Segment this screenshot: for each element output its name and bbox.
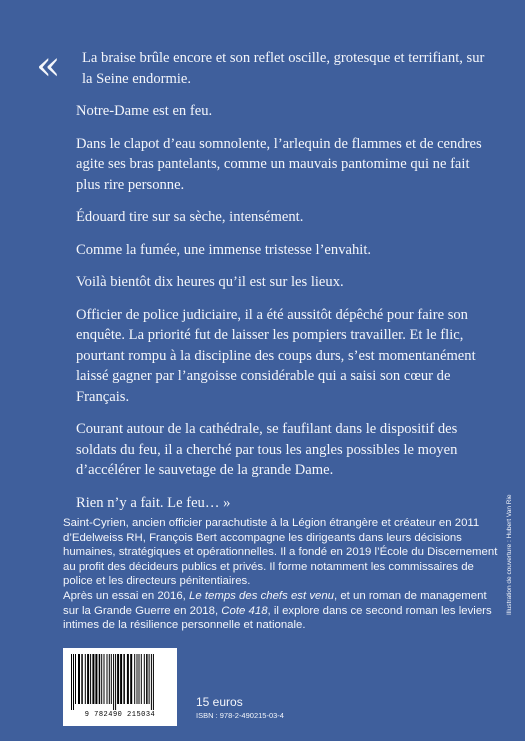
barcode-bar	[137, 654, 138, 704]
price: 15 euros	[196, 695, 243, 709]
barcode-bar	[81, 654, 83, 704]
excerpt-paragraph-2: Notre-Dame est en feu.	[76, 103, 213, 119]
book-title-2: Cote 418	[221, 604, 268, 617]
barcode-bar	[141, 654, 142, 704]
barcode-bar	[115, 654, 116, 710]
barcode-bar	[92, 654, 94, 704]
barcode-bar	[90, 654, 91, 704]
barcode-bar	[123, 654, 125, 704]
barcode-bar	[85, 654, 86, 704]
barcode-bar	[109, 654, 110, 704]
barcode-bar	[120, 654, 122, 704]
barcode-bar	[101, 654, 102, 704]
bio-text: , et un roman de management sur la Grande Guerre en 2018,	[63, 589, 487, 617]
barcode-bar	[117, 654, 119, 704]
excerpt-paragraph-1: La braise brûle encore et son reflet oscille, grotesque et terrifiant, sur la Seine endormie.	[82, 50, 485, 87]
excerpt-paragraph-4: Édouard tire sur sa sèche, intensément.	[76, 209, 304, 225]
barcode-bar	[75, 654, 76, 704]
cover-illustration-credit: Illustration de couverture : Hubert Van Rie	[506, 494, 513, 615]
barcode-bar	[95, 654, 97, 704]
barcode-bars	[69, 654, 171, 710]
barcode-bar	[78, 654, 80, 704]
barcode-bar	[104, 654, 105, 704]
barcode-bar	[111, 654, 112, 704]
barcode-bar	[139, 654, 140, 704]
barcode-bar	[130, 654, 132, 704]
barcode-bar	[107, 654, 108, 704]
book-title-1: Le temps des chefs est venu	[189, 589, 335, 602]
barcode-bar	[149, 654, 150, 704]
barcode-bar	[146, 654, 148, 704]
barcode-bar	[134, 654, 135, 704]
bio-paragraph-1: Saint-Cyrien, ancien officier parachutiste à la Légion étrangère et créateur en 2011 d’Edelweiss RH, François Bert accompagne les dirigeants dans leurs décisions humaines, stratégiques et opérationnelles. Il a fondé en 2019 l’École du Discernement au profit des décideurs publics et privés. Il forme notamment les commissaires de police et les directeurs pénitentiaires.	[63, 517, 498, 588]
excerpt-paragraph-8: Courant autour de la cathédrale, se faufilant dans le dispositif des soldats du feu, il a cherché par tous les angles possibles le moyen d’accélérer le sauvetage de la grande Dame.	[76, 421, 458, 478]
excerpt-paragraph-9: Rien n’y a fait. Le feu… »	[76, 494, 231, 511]
bio-text: Après un essai en 2016,	[63, 589, 190, 602]
author-biography	[63, 516, 503, 633]
barcode-bar	[71, 654, 72, 710]
opening-quote-mark: «	[36, 43, 61, 89]
barcode-bar	[99, 654, 101, 704]
isbn-barcode	[63, 648, 177, 726]
barcode-bar	[151, 654, 152, 710]
barcode-bar	[73, 654, 74, 710]
barcode-bar	[113, 654, 114, 710]
barcode-digits: 9 782490 215034	[84, 711, 156, 719]
barcode-bar	[153, 654, 154, 710]
bio-text: , il explore dans ce second roman les leviers intimes de la résilience personnelle et nationale.	[63, 604, 492, 632]
back-cover-excerpt	[76, 48, 494, 525]
barcode-bar	[144, 654, 145, 704]
excerpt-paragraph-5: Comme la fumée, une immense tristesse l’envahit.	[76, 241, 372, 258]
barcode-bar	[87, 654, 89, 704]
bio-paragraph-2	[63, 589, 503, 633]
barcode-bar	[127, 654, 129, 704]
isbn: ISBN : 978-2-490215-03-4	[196, 711, 284, 720]
excerpt-paragraph-3: Dans le clapot d’eau somnolente, l’arlequin de flammes et de cendres agite ses bras pantelants, comme un mauvais pantomime qui ne fait plus rire personne.	[76, 135, 482, 193]
excerpt-paragraph-7: Officier de police judiciaire, il a été aussitôt dépêché pour faire son enquête. La priorité fut de laisser les pompiers travailler. Et le flic, pourtant rompu à la discipline des coups durs, s’est momentanément laissé gagner par l’angoisse considérable qui a saisi son cœur de Français.	[76, 306, 476, 405]
excerpt-paragraph-6: Voilà bientôt dix heures qu’il est sur les lieux.	[76, 274, 344, 290]
